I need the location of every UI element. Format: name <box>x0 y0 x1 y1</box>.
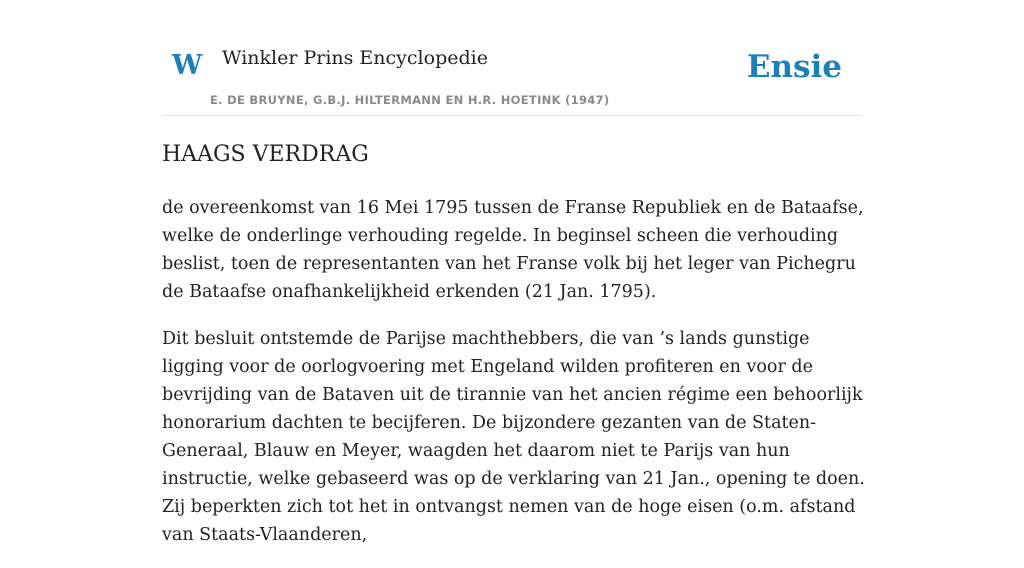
article-paragraph: Dit besluit ontstemde de Parijse machthebbers, die van ’s lands gunstige ligging voor de oorlogvoering met Engeland wilden profiteren en voor de bevrijding van de Bataven uit de tirannie van het ancien régime een behoorlijk honorarium dachten te becijferen. De bijzondere gezanten van de Staten-Generaal, Blauw en Meyer, waagden het daarom niet te Parijs van hun instructie, welke gebaseerd was op de verklaring van 21 Jan., opening te doen. Zij beperkten zich tot het in ontvangst nemen van de hoge eisen (o.m. afstand van Staats-Vlaanderen, <box>162 329 865 545</box>
ensie-logo-link[interactable]: Ensie <box>746 49 842 85</box>
source-authors: E. DE BRUYNE, G.B.J. HILTERMANN EN H.R. HOETINK (1947) <box>210 93 610 107</box>
source-title[interactable]: Winkler Prins Encyclopedie <box>222 47 488 69</box>
article <box>162 138 867 568</box>
source-header <box>162 38 862 116</box>
article-paragraph: de overeenkomst van 16 Mei 1795 tussen de Franse Republiek en de Bataafse, welke de onderlinge verhouding regelde. In beginsel scheen die verhouding beslist, toen de representanten van het Franse volk bij het leger van Pichegru de Bataafse onafhankelijkheid erkenden (21 Jan. 1795). <box>162 198 864 302</box>
winkler-prins-logo[interactable]: W <box>172 50 203 81</box>
article-title: HAAGS VERDRAG <box>162 142 369 167</box>
